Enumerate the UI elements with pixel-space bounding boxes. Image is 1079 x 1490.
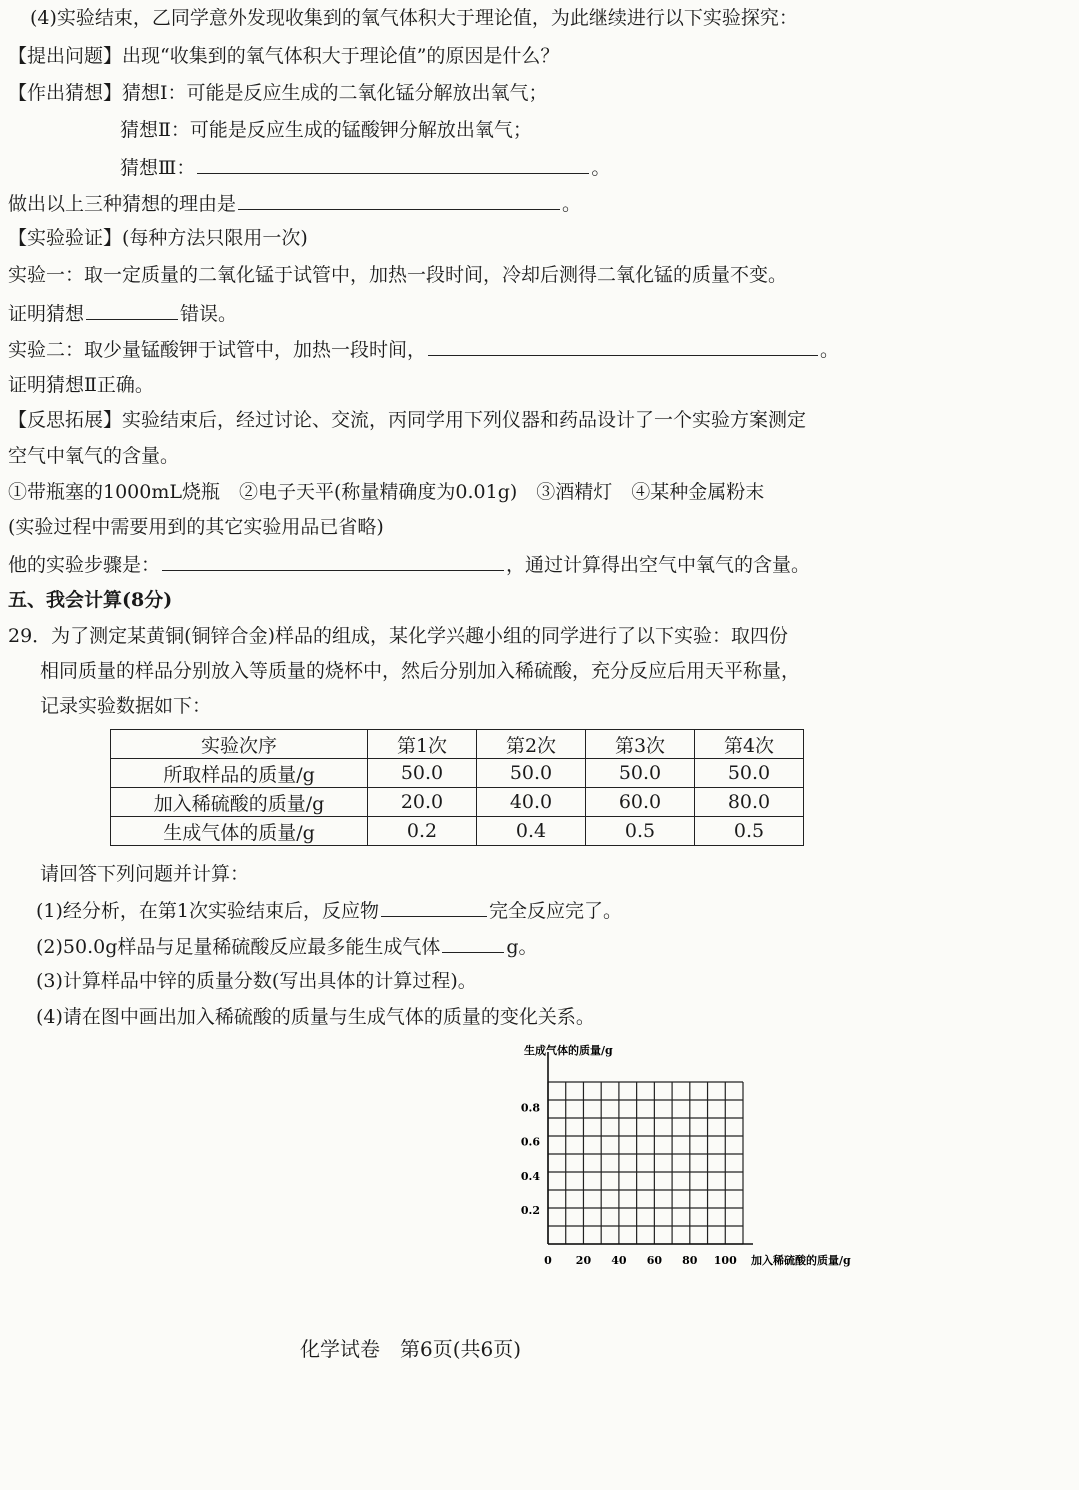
x-tick-label: 20 [575,1254,592,1267]
section-5-title: 五、我会计算(8分) [8,589,173,611]
table-cell: 加入稀硫酸的质量/g [111,788,368,817]
exp1-proof-suffix: 错误。 [180,303,238,325]
answer-intro: 请回答下列问题并计算： [40,863,250,885]
y-tick-label: 0.8 [520,1101,540,1115]
table-cell: 40.0 [477,788,586,817]
y-axis-label: 生成气体的质量/g [524,1044,613,1057]
x-tick-label: 0 [544,1254,552,1267]
table-header-cell: 第4次 [695,730,804,759]
q29-line-2: 相同质量的样品分别放入等质量的烧杯中，然后分别加入稀硫酸，充分反应后用天平称量， [40,660,801,682]
table-cell: 50.0 [368,759,477,788]
x-axis-label: 加入稀硫酸的质量/g [751,1254,851,1267]
table-cell: 80.0 [695,788,804,817]
sub1-prefix: (1)经分析，在第1次实验结束后，反应物 [36,900,380,922]
experiment-2 [8,335,839,363]
sub-question-3: (3)计算样品中锌的质量分数(写出具体的计算过程)。 [36,970,477,992]
sub1-suffix: 完全反应完了。 [489,900,623,922]
guess-3-prefix: 猜想Ⅲ： [120,157,196,179]
x-tick-label: 40 [611,1254,627,1267]
exp2-blank[interactable] [428,335,818,356]
reason-prefix: 做出以上三种猜想的理由是 [8,193,237,215]
exp2-prefix: 实验二：取少量锰酸钾于试管中，加热一段时间， [8,339,427,361]
reflect-line-2: 空气中氧气的含量。 [8,445,180,467]
q29-line-1: 29．为了测定某黄铜(铜锌合金)样品的组成，某化学兴趣小组的同学进行了以下实验：取四份 [8,625,789,647]
steps-blank[interactable] [162,550,504,571]
experiment-2-proof: 证明猜想Ⅱ正确。 [8,374,154,396]
sub2-blank[interactable] [442,932,504,953]
experiment-1-proof [8,299,237,327]
exp1-proof-prefix: 证明猜想 [8,303,85,325]
x-tick-label: 100 [713,1254,737,1267]
question-line: 【提出问题】出现“收集到的氧气体积大于理论值”的原因是什么？ [8,45,560,67]
sub2-prefix: (2)50.0g样品与足量稀硫酸反应最多能生成气体 [36,936,441,958]
y-tick-label: 0.4 [520,1169,540,1183]
table-cell: 0.2 [368,817,477,846]
steps-line [8,550,810,578]
exp1-proof-blank[interactable] [86,299,178,320]
sub2-suffix: g。 [506,936,538,958]
sub-question-4: (4)请在图中画出加入稀硫酸的质量与生成气体的质量的变化关系。 [36,1006,595,1028]
table-header-cell: 第1次 [368,730,477,759]
sub-question-2 [36,932,538,960]
guess-2: 猜想Ⅱ：可能是反应生成的锰酸钾分解放出氧气； [120,119,532,141]
table-cell: 20.0 [368,788,477,817]
guess-3-period: 。 [591,157,611,179]
y-tick-label: 0.6 [520,1135,540,1149]
table-cell: 0.4 [477,817,586,846]
table-cell: 50.0 [586,759,695,788]
x-tick-label: 60 [646,1254,663,1267]
instruments-list: ①带瓶塞的1000mL烧瓶 ②电子天平(称量精确度为0.01g) ③酒精灯 ④某种金属粉末 [8,481,765,503]
exp2-period: 。 [820,339,840,361]
steps-prefix: 他的实验步骤是： [8,554,161,576]
steps-suffix: ，通过计算得出空气中氧气的含量。 [506,554,811,576]
table-cell: 0.5 [695,817,804,846]
reflect-line-1: 【反思拓展】实验结束后，经过讨论、交流，丙同学用下列仪器和药品设计了一个实验方案测定 [8,409,807,431]
guess-3-blank[interactable] [197,153,589,174]
reason-blank[interactable] [238,189,560,210]
y-tick-label: 0.2 [520,1203,540,1217]
table-cell: 所取样品的质量/g [111,759,368,788]
sub1-blank[interactable] [381,896,487,917]
table-cell: 60.0 [586,788,695,817]
q29-line-3: 记录实验数据如下： [40,695,212,717]
reason-line [8,189,581,217]
table-cell: 0.5 [586,817,695,846]
table-row [111,759,804,788]
table-cell: 50.0 [477,759,586,788]
table-header-cell: 第3次 [586,730,695,759]
table-cell: 生成气体的质量/g [111,817,368,846]
table-header-cell: 实验次序 [111,730,368,759]
omitted-note: (实验过程中需要用到的其它实验用品已省略) [8,516,384,538]
x-tick-label: 80 [682,1254,698,1267]
answer-grid-chart[interactable] [510,1040,890,1280]
page-footer: 化学试卷 第6页(共6页) [300,1337,522,1361]
verify-title: 【实验验证】(每种方法只限用一次) [8,227,308,249]
sub-question-1 [36,896,622,924]
table-row [111,817,804,846]
reason-period: 。 [562,193,582,215]
table-cell: 50.0 [695,759,804,788]
guess-3 [120,153,610,181]
table-row [111,788,804,817]
q4-intro: (4)实验结束，乙同学意外发现收集到的氧气体积大于理论值，为此继续进行以下实验探究： [30,7,798,29]
table-header-cell: 第2次 [477,730,586,759]
experiment-data-table [110,729,804,846]
answer-grid-svg[interactable] [510,1040,890,1280]
experiment-1: 实验一：取一定质量的二氧化锰于试管中，加热一段时间，冷却后测得二氧化锰的质量不变。 [8,264,788,286]
guess-1: 【作出猜想】猜想Ⅰ：可能是反应生成的二氧化锰分解放出氧气； [8,82,548,104]
table-header-row [111,730,804,759]
